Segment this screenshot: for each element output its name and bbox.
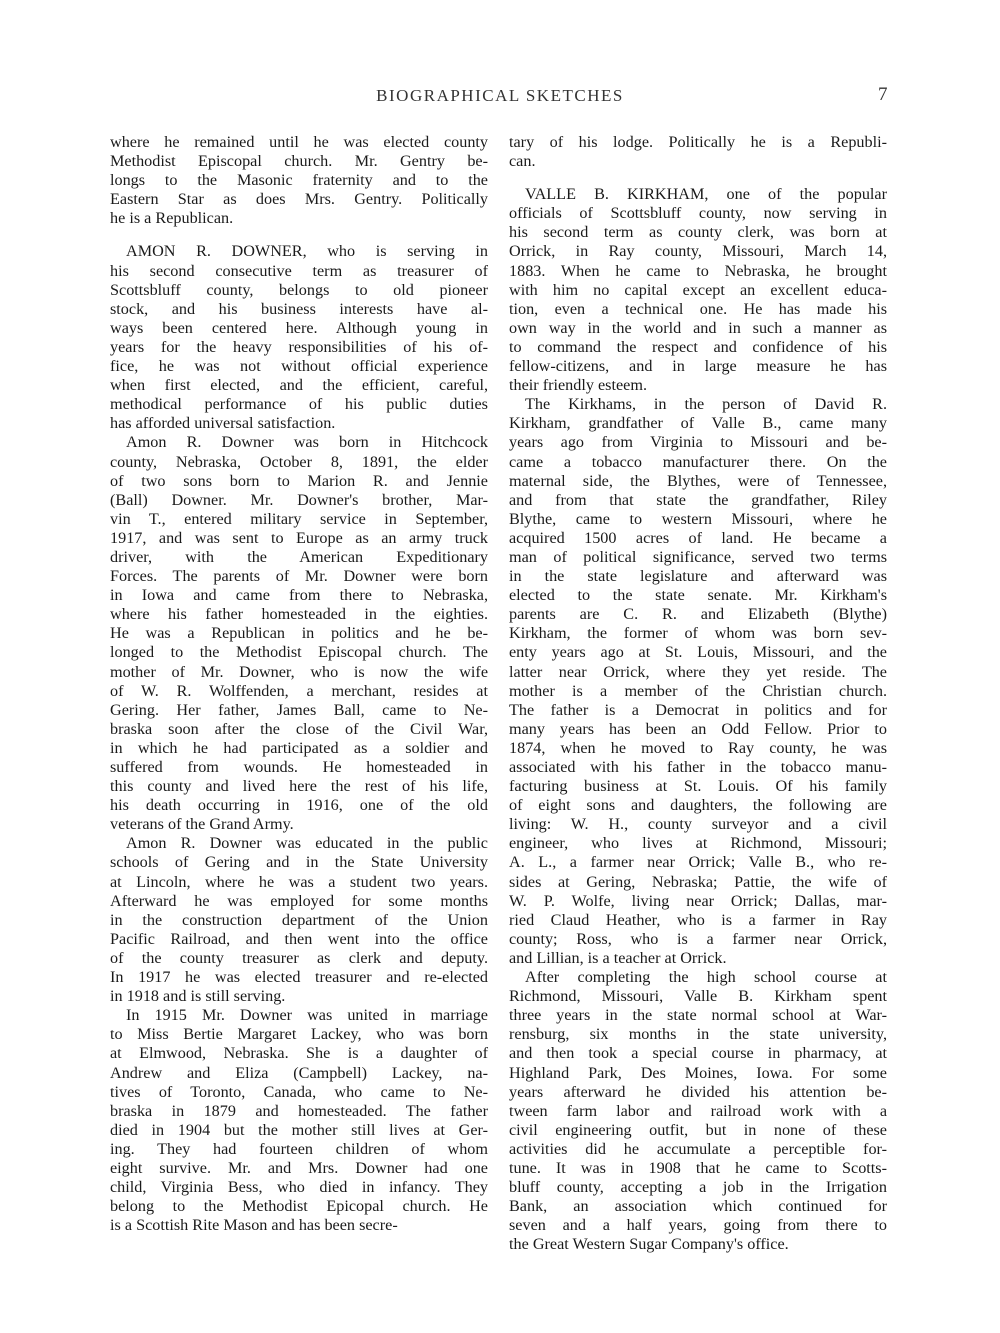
- text-line: [110, 968, 488, 987]
- text-line: [110, 1025, 488, 1044]
- text-line-content: The Kirkhams, in the person of David R.: [525, 395, 887, 414]
- text-line: [509, 1064, 887, 1083]
- text-line-content: own way in the world and in such a manner as: [509, 318, 887, 337]
- text-line: [110, 1140, 488, 1159]
- text-line: [509, 624, 887, 643]
- text-line: [110, 1102, 488, 1121]
- text-line: [110, 930, 488, 949]
- text-line-content: has afforded universal satisfaction.: [110, 414, 336, 433]
- text-line-content: VALLE B. KIRKHAM, one of the popular: [525, 185, 887, 204]
- text-line-content: child, Virginia Bess, who died in infancy. They: [110, 1178, 488, 1197]
- text-line-content: Methodist Episcopal church. Mr. Gentry be-: [110, 152, 488, 171]
- text-line: [509, 1044, 887, 1063]
- text-line: [509, 548, 887, 567]
- text-line: [509, 739, 887, 758]
- text-line: [110, 1216, 488, 1235]
- paragraph: [110, 834, 488, 1006]
- text-line: [110, 319, 488, 338]
- text-line-content: Blythe, came to western Missouri, where he: [509, 509, 887, 528]
- text-line-content: schools of Gering and in the State University: [110, 853, 488, 872]
- text-line: [110, 1159, 488, 1178]
- text-line-content: years ago from Virginia to Missouri and be-: [509, 433, 887, 452]
- text-line-content: ways been centered here. Although young in: [110, 318, 488, 337]
- text-line-content: Pacific Railroad, and then went into the office: [110, 929, 488, 948]
- text-line-content: to command the respect and confidence of his: [509, 337, 887, 356]
- text-line: [110, 796, 488, 815]
- text-line-content: Afterward he was employed for some months: [110, 891, 488, 910]
- text-line-content: his second consecutive term as treasurer of: [110, 261, 488, 280]
- text-line-content: Scottsbluff county, belongs to old pioneer: [110, 280, 488, 299]
- text-line-content: in Iowa and came from there to Nebraska,: [110, 586, 488, 605]
- text-line-content: where he remained until he was elected county: [110, 133, 488, 151]
- text-line: [509, 758, 887, 777]
- text-line: [110, 510, 488, 529]
- text-line: [110, 1064, 488, 1083]
- text-line-content: this county and lived here the rest of his life,: [110, 777, 488, 796]
- text-line: [509, 605, 887, 624]
- text-line-content: engineer, who lives at Richmond, Missouri;: [509, 834, 887, 853]
- text-line: [509, 892, 887, 911]
- text-line-content: fellow-citizens, and in large measure he has: [509, 357, 887, 376]
- text-line-content: belong to the Methodist Epicopal church. He: [110, 1197, 488, 1216]
- text-line-content: in which he had participated as a soldier and: [110, 738, 488, 757]
- text-line: [509, 643, 887, 662]
- text-line: [110, 643, 488, 662]
- text-line: [110, 567, 488, 586]
- text-line-content: longs to the Masonic fraternity and to the: [110, 171, 488, 190]
- text-line: [509, 453, 887, 472]
- text-line-content: of two sons born to Marion R. and Jennie: [110, 471, 488, 490]
- text-line-content: latter near Orrick, where they yet reside. The: [509, 662, 887, 681]
- text-line: [110, 1083, 488, 1102]
- text-line: [509, 1159, 887, 1178]
- text-line: [110, 472, 488, 491]
- text-line-content: tion, even a technical one. He has made his: [509, 299, 887, 318]
- text-line-content: facturing business at St. Louis. Of his family: [509, 777, 887, 796]
- text-line: [110, 1121, 488, 1140]
- text-line: [110, 1044, 488, 1063]
- text-line-content: In 1915 Mr. Downer was united in marriage: [126, 1006, 488, 1025]
- text-line: [110, 682, 488, 701]
- text-line-content: He was a Republican in politics and he be-: [110, 624, 488, 643]
- text-line-content: officials of Scottsbluff county, now serving in: [509, 204, 887, 223]
- text-line-content: Amon R. Downer was educated in the public: [126, 834, 488, 853]
- text-line: [509, 491, 887, 510]
- text-line-content: Highland Park, Des Moines, Iowa. For some: [509, 1063, 887, 1082]
- text-line: [509, 185, 887, 204]
- text-line-content: A. L., a farmer near Orrick; Valle B., who re-: [509, 853, 887, 872]
- text-line-content: of the county treasurer as clerk and deputy.: [110, 948, 488, 967]
- text-line-content: Bank, an association which continued for: [509, 1197, 887, 1216]
- text-line: [509, 968, 887, 987]
- text-line: [509, 133, 887, 152]
- text-line: [509, 777, 887, 796]
- text-line: [509, 319, 887, 338]
- paragraph: [509, 395, 887, 968]
- text-line-content: ing. They had fourteen children of whom: [110, 1139, 488, 1158]
- text-line-content: man of political significance, served two terms: [509, 547, 887, 566]
- text-line-content: his second term as county clerk, was born at: [509, 223, 887, 242]
- text-line-content: civil engineering outfit, but in none of these: [509, 1120, 887, 1139]
- text-line-content: elected to the state senate. Mr. Kirkham's: [509, 586, 887, 605]
- text-line-content: maternal side, the Blythes, were of Tennessee,: [509, 471, 887, 490]
- text-line: [509, 911, 887, 930]
- text-line-content: years afterward he divided his attention be-: [509, 1082, 887, 1101]
- text-line: [110, 720, 488, 739]
- text-line: [110, 853, 488, 872]
- text-line: [509, 376, 887, 395]
- paragraph: [110, 1006, 488, 1235]
- text-line-content: and from that state the grandfather, Riley: [509, 490, 887, 509]
- text-line: [509, 586, 887, 605]
- text-line-content: braska in 1879 and homesteaded. The father: [110, 1101, 488, 1120]
- text-line-content: 1917, and was sent to Europe as an army truck: [110, 528, 488, 547]
- text-line-content: he is a Republican.: [110, 209, 234, 228]
- text-line-content: their friendly esteem.: [509, 376, 647, 395]
- text-line-content: when first elected, and the efficient, careful,: [110, 376, 488, 395]
- text-line: [110, 605, 488, 624]
- text-line-content: with him no capital except an excellent educa-: [509, 280, 887, 299]
- text-line: [509, 529, 887, 548]
- text-line: [110, 873, 488, 892]
- text-line-content: ried Claud Heather, who is a farmer in Ray: [509, 910, 887, 929]
- text-line: [509, 853, 887, 872]
- text-line: [509, 701, 887, 720]
- text-line: [110, 453, 488, 472]
- text-line: [110, 815, 488, 834]
- text-line: [509, 720, 887, 739]
- text-line: [110, 171, 488, 190]
- text-line: [110, 1197, 488, 1216]
- text-line-content: of W. R. Wolffenden, a merchant, resides at: [110, 681, 488, 700]
- text-line-content: Richmond, Missouri, Valle B. Kirkham spent: [509, 987, 887, 1006]
- text-line-content: at Elmwood, Nebraska. She is a daughter of: [110, 1044, 488, 1063]
- text-line: [509, 1216, 887, 1235]
- text-line: [509, 987, 887, 1006]
- text-line-content: driver, with the American Expeditionary: [110, 547, 488, 566]
- text-line: [509, 834, 887, 853]
- text-line: [509, 357, 887, 376]
- text-line: [110, 624, 488, 643]
- text-line-content: fice, he was not without official experience: [110, 357, 488, 376]
- text-line: [509, 1235, 887, 1254]
- text-line: [509, 930, 887, 949]
- text-line-content: parents are C. R. and Elizabeth (Blythe): [509, 605, 887, 624]
- text-line: [110, 529, 488, 548]
- text-line: [509, 472, 887, 491]
- text-line-content: Kirkham, the former of whom was born sev-: [509, 624, 887, 643]
- text-line: [110, 433, 488, 452]
- text-line: [110, 739, 488, 758]
- text-line-content: came a tobacco manufacturer there. On the: [509, 452, 887, 471]
- page-number: 7: [878, 84, 888, 105]
- text-line: [110, 834, 488, 853]
- text-line-content: methodical performance of his public duties: [110, 395, 488, 414]
- text-line-content: at Lincoln, where he was a student two years.: [110, 872, 488, 891]
- text-line: [509, 395, 887, 414]
- text-line: [509, 949, 887, 968]
- text-line-content: acquired 1500 acres of land. He became a: [509, 528, 887, 547]
- text-line-content: activities did he accumulate a perceptible for-: [509, 1139, 887, 1158]
- text-line: [110, 357, 488, 376]
- text-line-content: mother of Mr. Downer, who is now the wife: [110, 662, 488, 681]
- paragraph: [110, 133, 488, 228]
- text-line-content: living: W. H., county surveyor and a civil: [509, 815, 887, 834]
- text-line: [509, 1025, 887, 1044]
- text-line: [110, 892, 488, 911]
- text-line: [509, 1140, 887, 1159]
- text-line-content: After completing the high school course at: [525, 968, 887, 987]
- text-line: [509, 815, 887, 834]
- text-line-content: county; Ross, who is a farmer near Orrick,: [509, 929, 887, 948]
- text-line-content: Andrew and Eliza (Campbell) Lackey, na-: [110, 1063, 488, 1082]
- text-line-content: 1883. When he came to Nebraska, he brought: [509, 261, 887, 280]
- text-line: [110, 262, 488, 281]
- text-line: [509, 152, 887, 171]
- text-line-content: three years in the state normal school at War-: [509, 1006, 887, 1025]
- text-line-content: the Great Western Sugar Company's office.: [509, 1235, 789, 1254]
- text-line-content: is a Scottish Rite Mason and has been secre-: [110, 1216, 398, 1235]
- paragraph: [110, 433, 488, 834]
- text-line: [509, 414, 887, 433]
- text-line-content: enty years ago at St. Louis, Missouri, and the: [509, 643, 887, 662]
- text-line-content: tween farm labor and railroad work with a: [509, 1101, 887, 1120]
- text-line: [509, 242, 887, 261]
- paragraph: [110, 242, 488, 433]
- text-line: [509, 1006, 887, 1025]
- text-line: [110, 152, 488, 171]
- text-line: [509, 223, 887, 242]
- text-line-content: died in 1904 but the mother still lives at Ger-: [110, 1120, 488, 1139]
- text-line: [509, 338, 887, 357]
- text-line-content: Forces. The parents of Mr. Downer were born: [110, 567, 488, 586]
- text-line: [509, 510, 887, 529]
- paragraph: [509, 185, 887, 395]
- text-line: [110, 209, 488, 228]
- text-line: [110, 663, 488, 682]
- text-line: [509, 1178, 887, 1197]
- text-line: [110, 701, 488, 720]
- text-line: [509, 663, 887, 682]
- text-line-content: braska soon after the close of the Civil War,: [110, 719, 488, 738]
- text-line-content: tune. It was in 1908 that he came to Scotts-: [509, 1158, 887, 1177]
- left-column: [110, 133, 488, 1235]
- text-line-content: 1874, when he moved to Ray county, he was: [509, 738, 887, 757]
- right-column: [509, 133, 887, 1254]
- text-line: [110, 949, 488, 968]
- text-line-content: suffered from wounds. He homesteaded in: [110, 758, 488, 776]
- running-head: BIOGRAPHICAL SKETCHES: [376, 86, 624, 105]
- text-line: [110, 300, 488, 319]
- text-line: [509, 300, 887, 319]
- text-line-content: years for the heavy responsibilities of his of-: [110, 337, 488, 356]
- text-line-content: many years has been an Odd Fellow. Prior to: [509, 719, 887, 738]
- text-line-content: AMON R. DOWNER, who is serving in: [126, 242, 488, 261]
- text-line-content: seven and a half years, going from there to: [509, 1216, 887, 1235]
- text-line-content: veterans of the Grand Army.: [110, 815, 294, 834]
- text-line: [110, 987, 488, 1006]
- text-line-content: where his father homesteaded in the eighties.: [110, 605, 488, 624]
- text-line-content: In 1917 he was elected treasurer and re-elected: [110, 968, 488, 987]
- text-line: [110, 548, 488, 567]
- text-line-content: Kirkham, grandfather of Valle B., came many: [509, 414, 887, 433]
- text-line: [110, 491, 488, 510]
- text-line: [509, 873, 887, 892]
- text-line: [509, 567, 887, 586]
- text-line: [110, 911, 488, 930]
- text-line: [509, 1083, 887, 1102]
- text-line-content: rensburg, six months in the state university,: [509, 1025, 887, 1044]
- paragraph: [509, 968, 887, 1254]
- text-line-content: longed to the Methodist Episcopal church. The: [110, 643, 488, 662]
- text-line: [110, 133, 488, 152]
- text-line-content: in 1918 and is still serving.: [110, 987, 286, 1006]
- text-line-content: Eastern Star as does Mrs. Gentry. Politically: [110, 190, 488, 209]
- text-line-content: and Lillian, is a teacher at Orrick.: [509, 948, 727, 967]
- text-line: [509, 796, 887, 815]
- text-line-content: associated with his father in the tobacco manu-: [509, 758, 887, 776]
- text-line: [509, 1197, 887, 1216]
- text-line-content: The father is a Democrat in politics and for: [509, 700, 887, 719]
- text-line-content: and then took a special course in pharmacy, at: [509, 1044, 887, 1063]
- text-line-content: in the state legislature and afterward was: [509, 567, 887, 586]
- text-line: [110, 414, 488, 433]
- text-line-content: bluff county, accepting a job in the Irrigation: [509, 1178, 887, 1197]
- text-line: [110, 1178, 488, 1197]
- text-line: [509, 281, 887, 300]
- text-line-content: county, Nebraska, October 8, 1891, the elder: [110, 452, 488, 471]
- text-line-content: mother is a member of the Christian church.: [509, 681, 887, 700]
- text-line: [110, 338, 488, 357]
- text-line-content: (Ball) Downer. Mr. Downer's brother, Mar-: [110, 490, 488, 509]
- text-line: [509, 204, 887, 223]
- text-line: [110, 190, 488, 209]
- text-line-content: vin T., entered military service in September,: [110, 509, 488, 528]
- text-line: [509, 262, 887, 281]
- text-line: [509, 1102, 887, 1121]
- text-line: [110, 586, 488, 605]
- text-line-content: tives of Toronto, Canada, who came to Ne-: [110, 1082, 488, 1101]
- paragraph: [509, 133, 887, 171]
- text-line-content: eight survive. Mr. and Mrs. Downer had one: [110, 1158, 488, 1177]
- text-line-content: Gering. Her father, James Ball, came to Ne-: [110, 700, 488, 719]
- text-line: [509, 1121, 887, 1140]
- text-line: [110, 395, 488, 414]
- text-line: [110, 376, 488, 395]
- text-line-content: tary of his lodge. Politically he is a Republi-: [509, 133, 887, 151]
- text-line: [110, 281, 488, 300]
- text-line-content: W. P. Wolfe, living near Orrick; Dallas, mar-: [509, 891, 887, 910]
- text-line-content: of eight sons and daughters, the following are: [509, 796, 887, 815]
- text-line-content: to Miss Bertie Margaret Lackey, who was born: [110, 1025, 488, 1044]
- text-line-content: his death occurring in 1916, one of the old: [110, 796, 488, 815]
- text-line: [509, 433, 887, 452]
- text-line-content: sides at Gering, Nebraska; Pattie, the wife of: [509, 872, 887, 891]
- text-line: [110, 777, 488, 796]
- text-line-content: stock, and his business interests have al-: [110, 299, 488, 318]
- text-line-content: Amon R. Downer was born in Hitchcock: [126, 433, 488, 452]
- text-line-content: Orrick, in Ray county, Missouri, March 14,: [509, 242, 887, 261]
- text-line-content: in the construction department of the Union: [110, 910, 488, 929]
- text-line: [110, 242, 488, 261]
- text-line-content: can.: [509, 152, 536, 171]
- text-line: [509, 682, 887, 701]
- text-line: [110, 1006, 488, 1025]
- text-line: [110, 758, 488, 777]
